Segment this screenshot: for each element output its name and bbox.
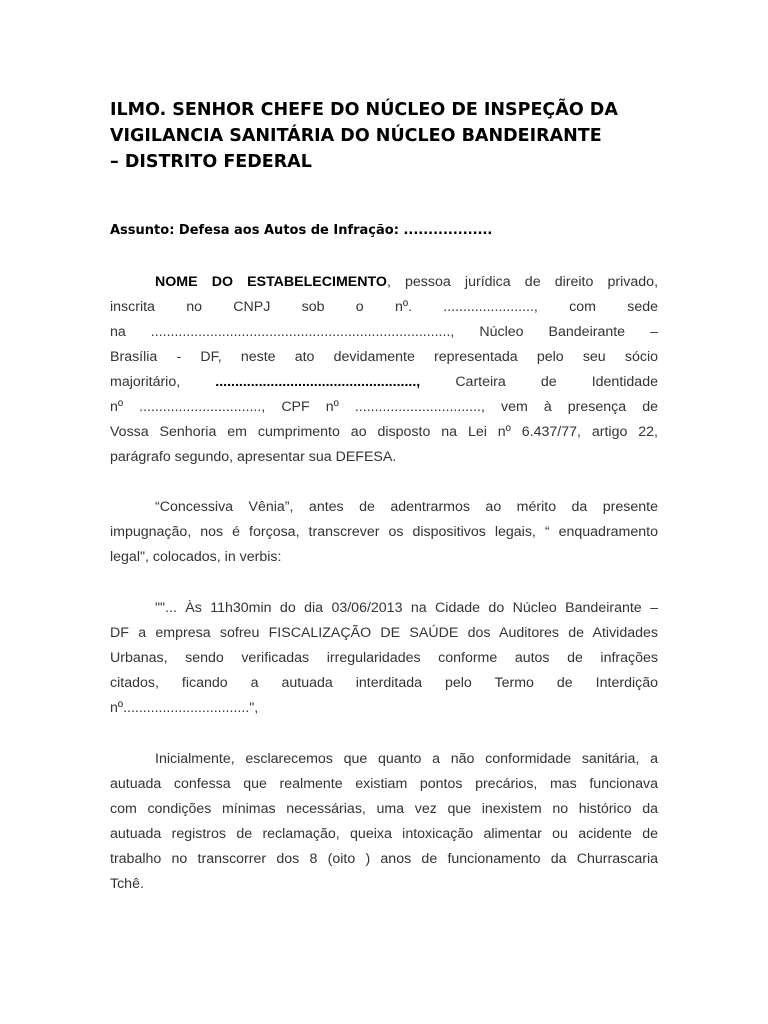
partner-name-blank: ..................................................., [215,374,421,390]
document-heading [110,97,697,175]
paragraph-line: Inicialmente, esclarecemos que quanto a não conformidade sanitária, a [155,751,658,767]
paragraph-line: trabalho no transcorrer dos 8 (oito ) anos de funcionamento da Churrascaria [110,851,658,867]
paragraph-line: na ............................................................................, Núcleo Bandeirante – [110,324,658,340]
paragraph-line: autuada registros de reclamação, queixa intoxicação alimentar ou acidente de [110,826,658,842]
paragraph-line: impugnação, nos é forçosa, transcrever os dispositivos legais, “ enquadramento [110,524,658,540]
paragraph-line: com condições mínimas necessárias, uma vez que inexistem no histórico da [110,801,658,817]
paragraph-line: nº ..............................., CPF nº ................................, vem à presença de [110,399,658,415]
paragraph-line: autuada confessa que realmente existiam pontos precários, mas funcionava [110,776,658,792]
paragraph-line: Brasília - DF, neste ato devidamente representada pelo seu sócio [110,349,658,365]
paragraph-concessiva [110,495,658,570]
subject-line: Assunto: Defesa aos Autos de Infração: .................. [110,223,493,238]
paragraph-establishment [110,270,658,470]
paragraph-quote [110,596,658,721]
paragraph-line: ""... Às 11h30min do dia 03/06/2013 na Cidade do Núcleo Bandeirante – [155,600,658,616]
heading-line-2: VIGILANCIA SANITÁRIA DO NÚCLEO BANDEIRANTE [110,126,602,146]
heading-line-1: ILMO. SENHOR CHEFE DO NÚCLEO DE INSPEÇÃO DA [110,100,618,120]
paragraph-line: DF a empresa sofreu FISCALIZAÇÃO DE SAÚDE dos Auditores de Atividades [110,625,658,641]
paragraph-line: Tchê. [110,876,144,892]
heading-line-3: – DISTRITO FEDERAL [110,152,312,172]
establishment-name: NOME DO ESTABELECIMENTO [155,274,387,290]
paragraph-line: Vossa Senhoria em cumprimento ao disposto na Lei nº 6.437/77, artigo 22, [110,424,658,440]
paragraph-line: “Concessiva Vênia”, antes de adentrarmos ao mérito da presente [155,499,658,515]
paragraph-line: nº................................", [110,700,259,716]
paragraph-line: legal", colocados, in verbis: [110,549,282,565]
paragraph-line: parágrafo segundo, apresentar sua DEFESA. [110,449,397,465]
paragraph-line: NOME DO ESTABELECIMENTO, pessoa jurídica de direito privado, [155,274,659,290]
paragraph-line: inscrita no CNPJ sob o nº. ......................., com sede [110,299,658,315]
paragraph-line: Urbanas, sendo verificadas irregularidades conforme autos de infrações [110,650,658,666]
paragraph-line: citados, ficando a autuada interditada pelo Termo de Interdição [110,675,658,691]
paragraph-line: majoritário, ..................................................., Carteira de Identidade [110,374,658,390]
paragraph-initially [110,747,658,897]
